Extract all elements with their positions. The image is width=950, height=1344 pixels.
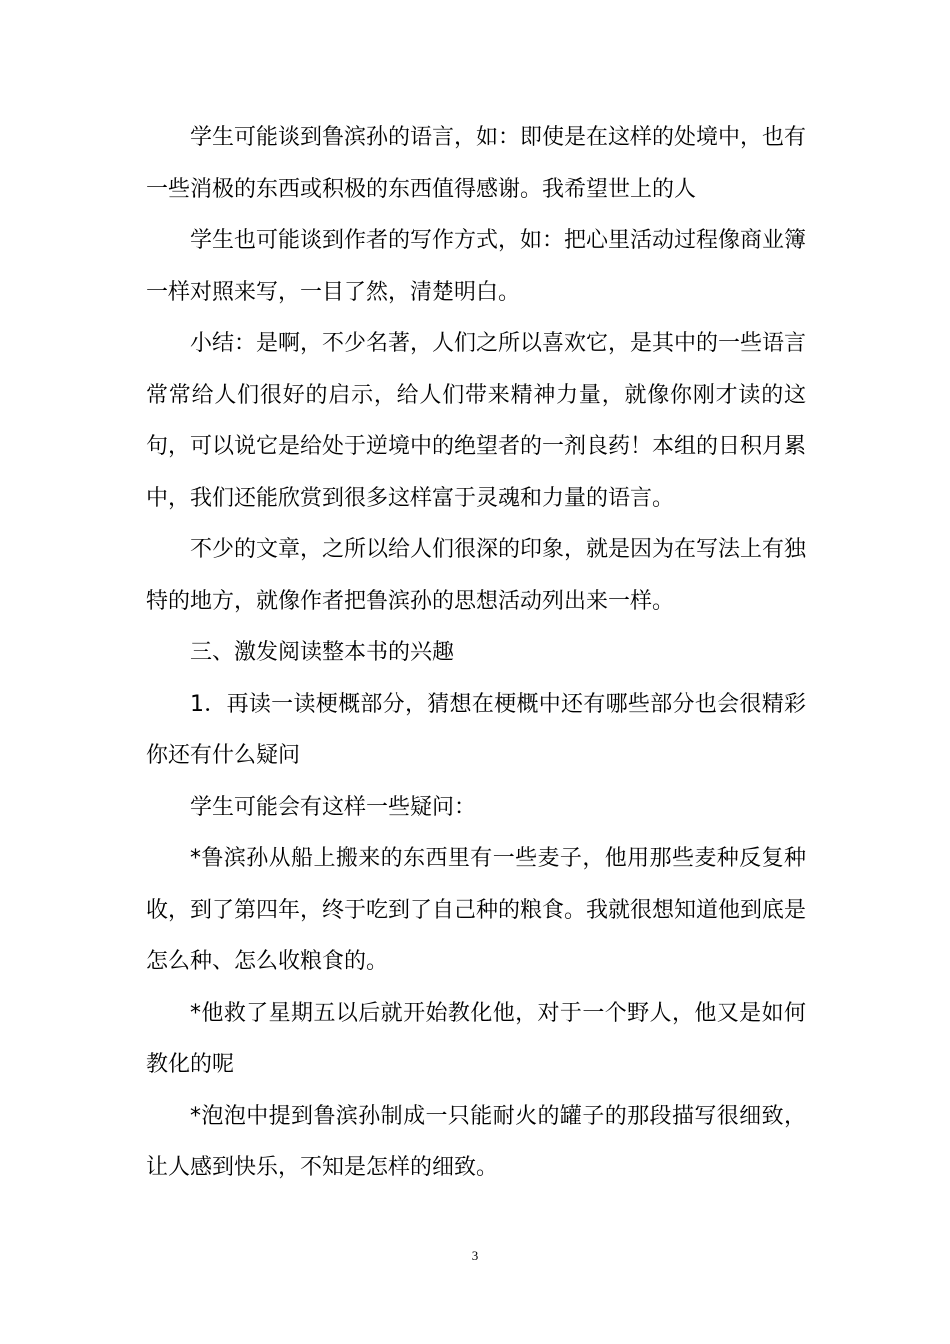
paragraph-1: 学生可能谈到鲁滨孙的语言，如：即使是在这样的处境中，也有一些消极的东西或积极的东西值得感谢。我希望世上的人 (146, 125, 807, 202)
question-2: *他救了星期五以后就开始教化他，对于一个野人，他又是如何教化的呢 (146, 1000, 806, 1077)
paragraph-6: 学生可能会有这样一些疑问： (190, 794, 477, 820)
document-body (146, 112, 806, 1194)
paragraph-3: 小结：是啊，不少名著，人们之所以喜欢它，是其中的一些语言常常给人们很好的启示，给人们带来精神力量，就像你刚才读的这句，可以说它是给处于逆境中的绝望者的一剂良药！本组的日积月累中，我们还能欣赏到很多这样富于灵魂和力量的语言。 (146, 331, 807, 511)
page-number: 3 (471, 1248, 479, 1263)
paragraph-2: 学生也可能谈到作者的写作方式，如：把心里活动过程像商业簿一样对照来写，一目了然，清楚明白。 (146, 228, 807, 305)
section-heading: 三、激发阅读整本书的兴趣 (190, 640, 455, 665)
question-1: *鲁滨孙从船上搬来的东西里有一些麦子，他用那些麦种反复种收，到了第四年，终于吃到了自己种的粮食。我就很想知道他到底是怎么种、怎么收粮食的。 (146, 846, 807, 974)
question-3: *泡泡中提到鲁滨孙制成一只能耐火的罐子的那段描写很细致，让人感到快乐，不知是怎样的细致。 (146, 1103, 806, 1180)
paragraph-4: 不少的文章，之所以给人们很深的印象，就是因为在写法上有独特的地方，就像作者把鲁滨孙的思想活动列出来一样。 (146, 537, 807, 614)
paragraph-5: 1．再读一读梗概部分，猜想在梗概中还有哪些部分也会很精彩你还有什么疑问 (146, 691, 806, 768)
